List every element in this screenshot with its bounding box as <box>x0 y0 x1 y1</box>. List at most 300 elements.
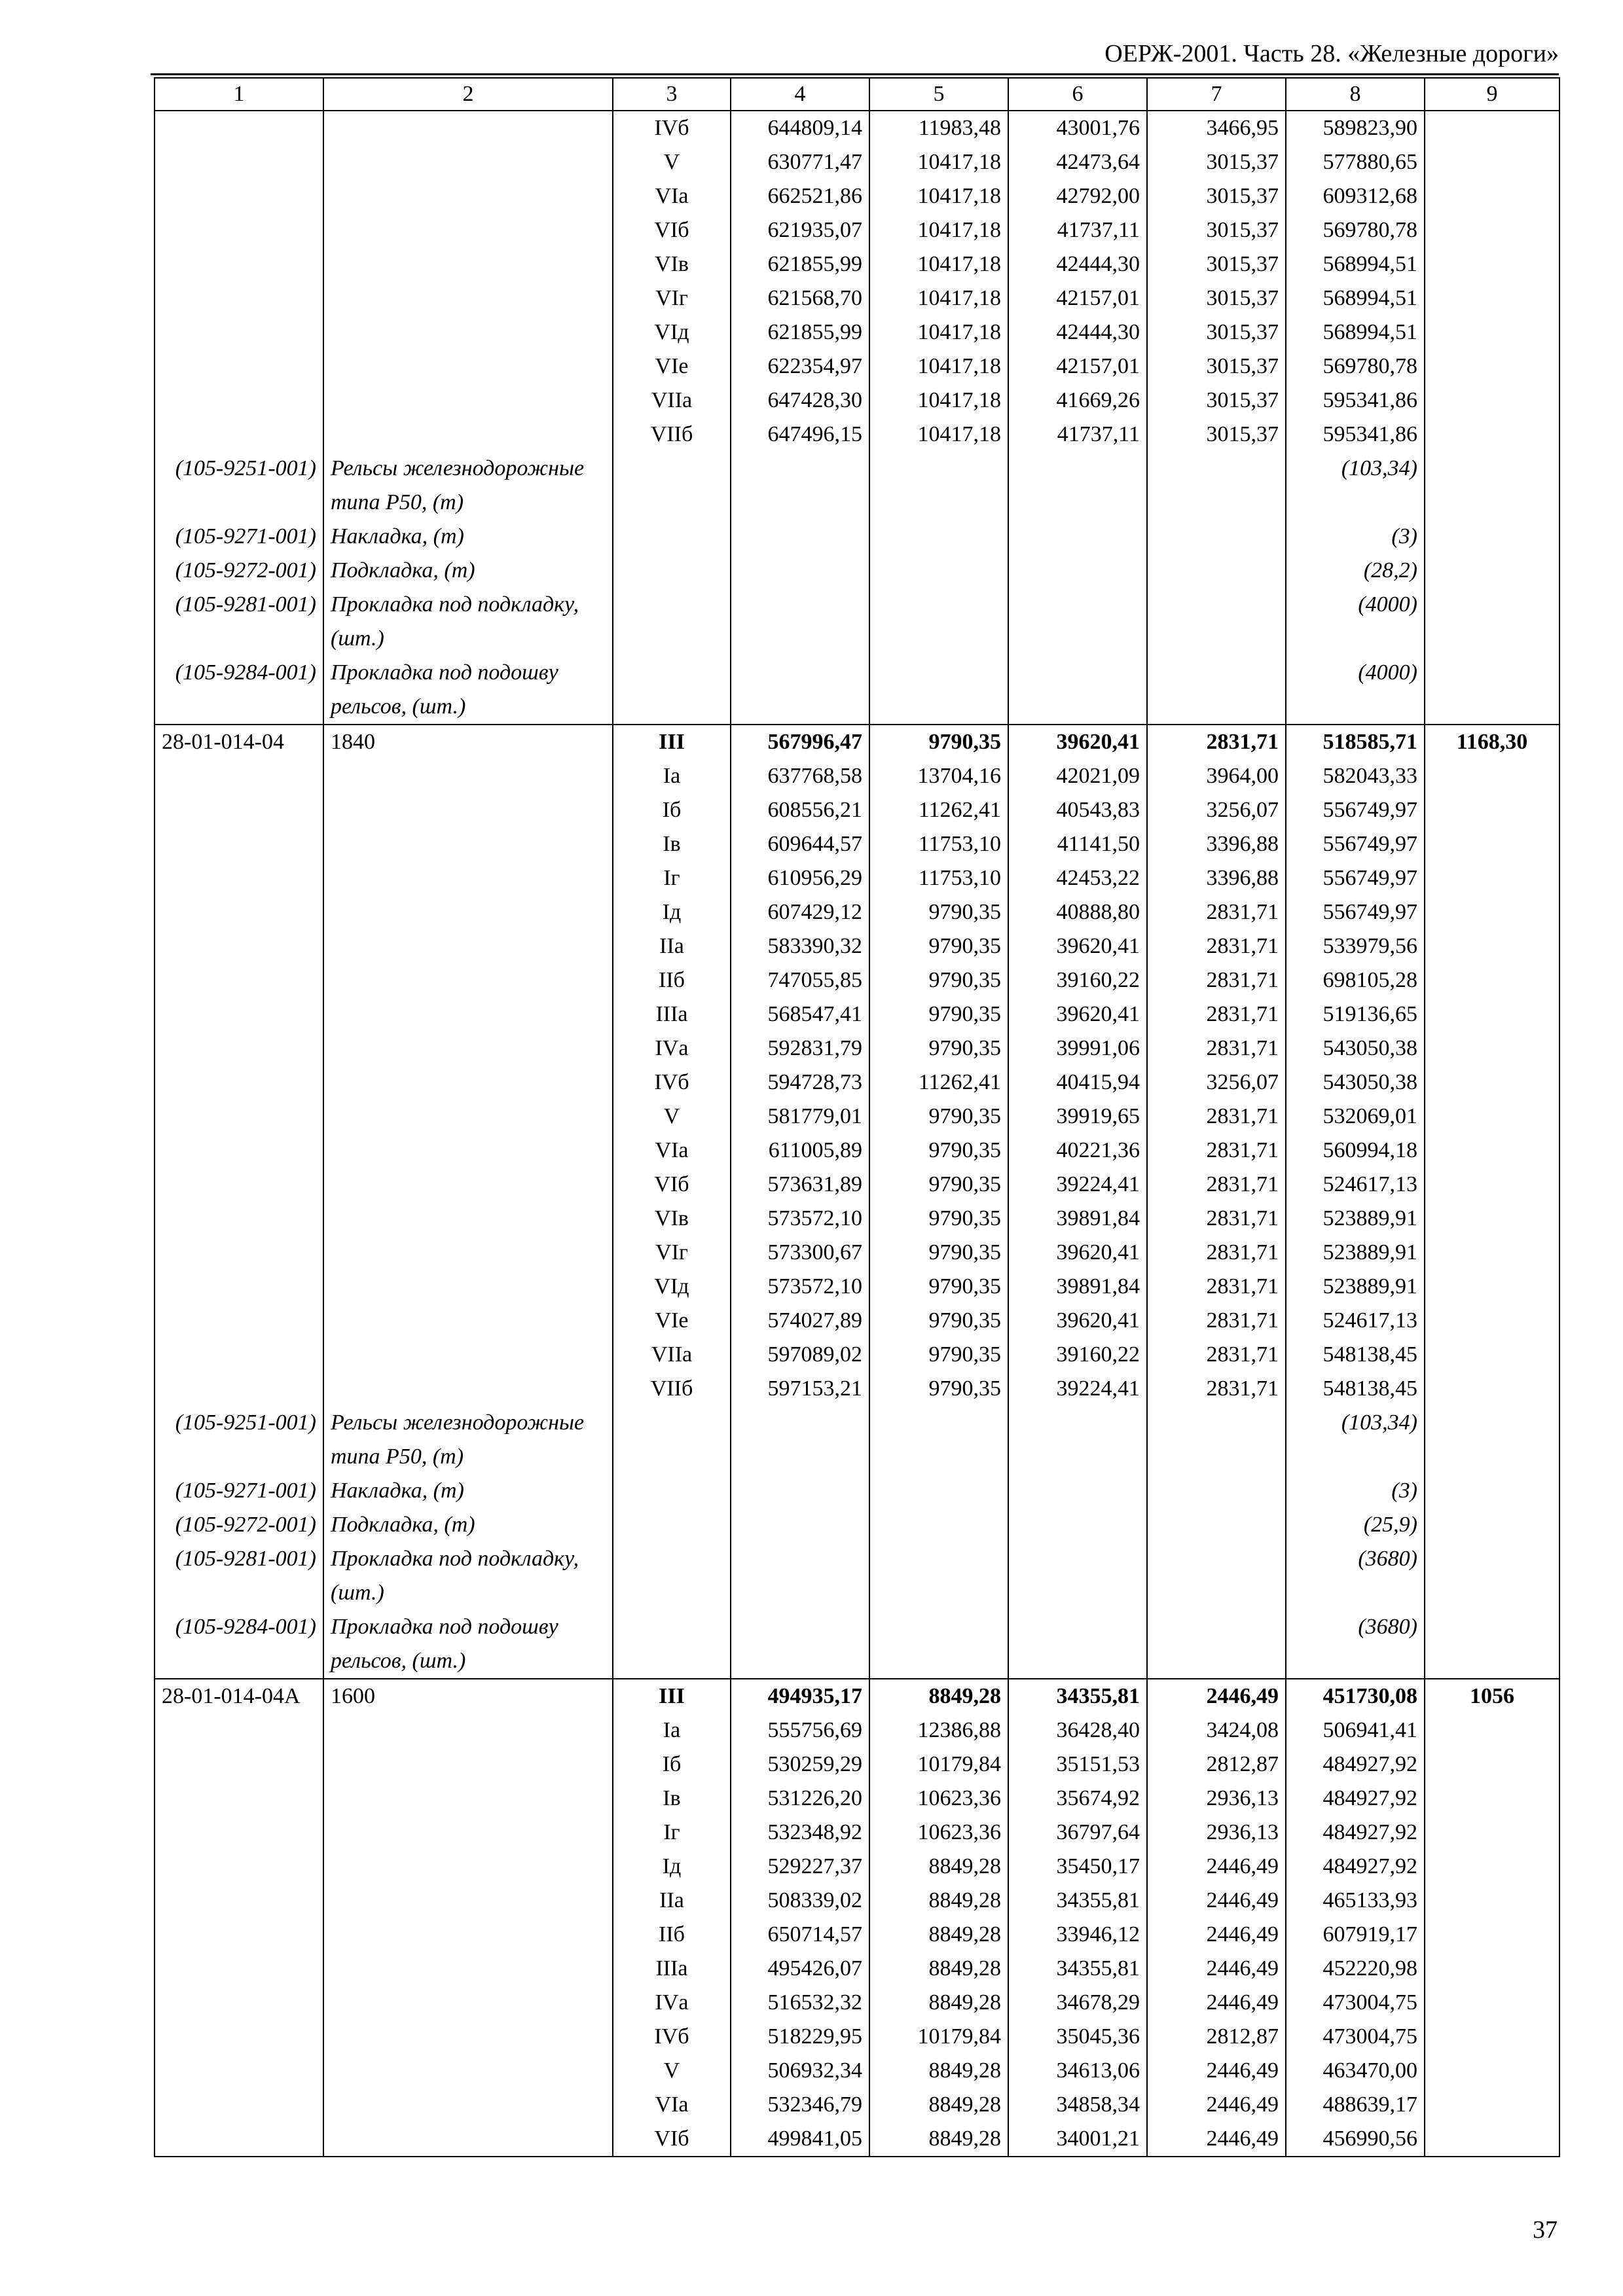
item-name <box>323 1202 613 1236</box>
value-cell: 583390,32 <box>731 929 869 963</box>
empty-cell <box>1147 1610 1286 1679</box>
resource-quantity: (3680) <box>1286 1610 1425 1679</box>
total-cell <box>1425 827 1559 861</box>
value-cell: 508339,02 <box>731 1884 869 1918</box>
zone-cell: VIIб <box>613 418 731 452</box>
resource-name: Подкладка, (т) <box>323 554 613 588</box>
resource-name: Прокладка под подошву рельсов, (шт.) <box>323 1610 613 1679</box>
value-cell: 2812,87 <box>1147 2020 1286 2054</box>
value-cell: 607429,12 <box>731 895 869 929</box>
item-code <box>155 1304 323 1338</box>
empty-cell <box>869 554 1008 588</box>
value-cell: 9790,35 <box>869 1372 1008 1406</box>
item-code <box>155 247 323 281</box>
total-cell <box>1425 793 1559 827</box>
zone-cell: IVа <box>613 1986 731 2020</box>
value-cell: 533979,56 <box>1286 929 1425 963</box>
value-cell: 2446,49 <box>1147 1679 1286 1713</box>
zone-cell: III <box>613 725 731 759</box>
zone-cell: IIа <box>613 929 731 963</box>
value-cell: 3424,08 <box>1147 1713 1286 1748</box>
value-cell: 556749,97 <box>1286 793 1425 827</box>
value-cell: 3015,37 <box>1147 384 1286 418</box>
zone-cell: V <box>613 145 731 179</box>
value-cell: 11262,41 <box>869 1066 1008 1100</box>
item-code <box>155 145 323 179</box>
table-body <box>155 111 1559 2157</box>
item-name <box>323 1952 613 1986</box>
zone-cell: Iв <box>613 827 731 861</box>
table-row <box>155 1679 1559 1713</box>
value-cell: 609312,68 <box>1286 179 1425 213</box>
zone-cell: IVб <box>613 111 731 145</box>
value-cell: 595341,86 <box>1286 384 1425 418</box>
page-number: 37 <box>1533 2216 1558 2244</box>
table-row <box>155 1748 1559 1782</box>
item-name <box>323 145 613 179</box>
value-cell: 42792,00 <box>1008 179 1147 213</box>
item-name <box>323 1168 613 1202</box>
resource-row <box>155 554 1559 588</box>
column-number: 9 <box>1425 78 1559 111</box>
zone-cell: IIIа <box>613 1952 731 1986</box>
value-cell: 556749,97 <box>1286 827 1425 861</box>
value-cell: 647496,15 <box>731 418 869 452</box>
value-cell: 40221,36 <box>1008 1134 1147 1168</box>
value-cell: 3015,37 <box>1147 418 1286 452</box>
empty-cell <box>613 1406 731 1474</box>
value-cell: 9790,35 <box>869 1031 1008 1066</box>
value-cell: 463470,00 <box>1286 2054 1425 2088</box>
value-cell: 9790,35 <box>869 725 1008 759</box>
item-name <box>323 1816 613 1850</box>
value-cell: 3015,37 <box>1147 315 1286 350</box>
value-cell: 595341,86 <box>1286 418 1425 452</box>
value-cell: 10417,18 <box>869 315 1008 350</box>
item-code <box>155 2088 323 2122</box>
total-cell: 1168,30 <box>1425 725 1559 759</box>
item-name <box>323 1134 613 1168</box>
value-cell: 568994,51 <box>1286 281 1425 315</box>
value-cell: 573300,67 <box>731 1236 869 1270</box>
item-code <box>155 111 323 145</box>
empty-cell <box>1008 520 1147 554</box>
value-cell: 569780,78 <box>1286 350 1425 384</box>
total-cell <box>1425 997 1559 1031</box>
value-cell: 3964,00 <box>1147 759 1286 793</box>
value-cell: 33946,12 <box>1008 1918 1147 1952</box>
value-cell: 9790,35 <box>869 895 1008 929</box>
table-row <box>155 1372 1559 1406</box>
total-cell <box>1425 1372 1559 1406</box>
table-row <box>155 247 1559 281</box>
empty-cell <box>731 520 869 554</box>
value-cell: 621855,99 <box>731 247 869 281</box>
value-cell: 523889,91 <box>1286 1236 1425 1270</box>
value-cell: 662521,86 <box>731 179 869 213</box>
zone-cell: V <box>613 1100 731 1134</box>
value-cell: 488639,17 <box>1286 2088 1425 2122</box>
item-name <box>323 384 613 418</box>
empty-cell <box>1008 1610 1147 1679</box>
table-row <box>155 1236 1559 1270</box>
value-cell: 644809,14 <box>731 111 869 145</box>
value-cell: 556749,97 <box>1286 861 1425 895</box>
empty-cell <box>613 1610 731 1679</box>
empty-cell <box>1147 452 1286 520</box>
total-cell <box>1425 1713 1559 1748</box>
zone-cell: VIа <box>613 179 731 213</box>
resource-name: Накладка, (т) <box>323 1474 613 1508</box>
zone-cell: Iб <box>613 1748 731 1782</box>
column-number: 4 <box>731 78 869 111</box>
item-name <box>323 1066 613 1100</box>
table-row <box>155 1986 1559 2020</box>
value-cell: 568994,51 <box>1286 247 1425 281</box>
empty-cell <box>1008 1406 1147 1474</box>
item-code <box>155 1236 323 1270</box>
value-cell: 484927,92 <box>1286 1816 1425 1850</box>
resource-code: (105-9272-001) <box>155 1508 323 1542</box>
total-cell <box>1425 929 1559 963</box>
empty-cell <box>869 1406 1008 1474</box>
item-name <box>323 1236 613 1270</box>
value-cell: 569780,78 <box>1286 213 1425 247</box>
value-cell: 35045,36 <box>1008 2020 1147 2054</box>
value-cell: 3396,88 <box>1147 861 1286 895</box>
resource-row <box>155 520 1559 554</box>
empty-cell <box>1147 1542 1286 1610</box>
value-cell: 597089,02 <box>731 1338 869 1372</box>
value-cell: 592831,79 <box>731 1031 869 1066</box>
value-cell: 2831,71 <box>1147 997 1286 1031</box>
resource-row <box>155 452 1559 520</box>
value-cell: 2831,71 <box>1147 1338 1286 1372</box>
item-code <box>155 384 323 418</box>
total-cell <box>1425 1304 1559 1338</box>
value-cell: 40888,80 <box>1008 895 1147 929</box>
value-cell: 34001,21 <box>1008 2122 1147 2157</box>
item-name <box>323 963 613 997</box>
value-cell: 465133,93 <box>1286 1884 1425 1918</box>
empty-cell <box>1147 1474 1286 1508</box>
table-row <box>155 1031 1559 1066</box>
resource-code: (105-9251-001) <box>155 452 323 520</box>
value-cell: 9790,35 <box>869 997 1008 1031</box>
zone-cell: IVа <box>613 1031 731 1066</box>
value-cell: 589823,90 <box>1286 111 1425 145</box>
item-name <box>323 1713 613 1748</box>
resource-code: (105-9272-001) <box>155 554 323 588</box>
item-code <box>155 1816 323 1850</box>
value-cell: 39620,41 <box>1008 725 1147 759</box>
value-cell: 747055,85 <box>731 963 869 997</box>
total-cell <box>1425 2122 1559 2157</box>
value-cell: 2831,71 <box>1147 895 1286 929</box>
zone-cell: V <box>613 2054 731 2088</box>
item-code <box>155 1748 323 1782</box>
value-cell: 10417,18 <box>869 281 1008 315</box>
value-cell: 10417,18 <box>869 350 1008 384</box>
value-cell: 3256,07 <box>1147 1066 1286 1100</box>
empty-cell <box>731 1542 869 1610</box>
value-cell: 10623,36 <box>869 1816 1008 1850</box>
item-code <box>155 997 323 1031</box>
resource-quantity: (4000) <box>1286 656 1425 725</box>
empty-cell <box>1147 554 1286 588</box>
value-cell: 543050,38 <box>1286 1066 1425 1100</box>
resource-row <box>155 588 1559 656</box>
table-row <box>155 861 1559 895</box>
empty-cell <box>1147 1406 1286 1474</box>
table-row <box>155 1952 1559 1986</box>
value-cell: 8849,28 <box>869 2088 1008 2122</box>
value-cell: 40415,94 <box>1008 1066 1147 1100</box>
item-code <box>155 1031 323 1066</box>
zone-cell: IIб <box>613 963 731 997</box>
empty-cell <box>613 588 731 656</box>
item-name <box>323 2054 613 2088</box>
value-cell: 560994,18 <box>1286 1134 1425 1168</box>
table-row <box>155 1884 1559 1918</box>
empty-cell <box>1425 588 1559 656</box>
value-cell: 484927,92 <box>1286 1850 1425 1884</box>
table-row <box>155 725 1559 759</box>
item-name <box>323 1918 613 1952</box>
value-cell: 451730,08 <box>1286 1679 1425 1713</box>
zone-cell: VIа <box>613 2088 731 2122</box>
zone-cell: IIб <box>613 1918 731 1952</box>
value-cell: 484927,92 <box>1286 1782 1425 1816</box>
zone-cell: VIв <box>613 1202 731 1236</box>
value-cell: 622354,97 <box>731 350 869 384</box>
empty-cell <box>613 1474 731 1508</box>
total-cell <box>1425 895 1559 929</box>
value-cell: 574027,89 <box>731 1304 869 1338</box>
empty-cell <box>1425 520 1559 554</box>
item-code <box>155 895 323 929</box>
item-code <box>155 1952 323 1986</box>
table-row <box>155 963 1559 997</box>
empty-cell <box>869 656 1008 725</box>
total-cell <box>1425 1134 1559 1168</box>
value-cell: 523889,91 <box>1286 1202 1425 1236</box>
value-cell: 40543,83 <box>1008 793 1147 827</box>
value-cell: 2831,71 <box>1147 725 1286 759</box>
empty-cell <box>1425 452 1559 520</box>
total-cell <box>1425 1236 1559 1270</box>
value-cell: 39991,06 <box>1008 1031 1147 1066</box>
value-cell: 556749,97 <box>1286 895 1425 929</box>
item-name <box>323 213 613 247</box>
value-cell: 531226,20 <box>731 1782 869 1816</box>
resource-quantity: (25,9) <box>1286 1508 1425 1542</box>
total-cell <box>1425 1031 1559 1066</box>
empty-cell <box>1425 656 1559 725</box>
value-cell: 499841,05 <box>731 2122 869 2157</box>
value-cell: 2446,49 <box>1147 1850 1286 1884</box>
value-cell: 473004,75 <box>1286 2020 1425 2054</box>
value-cell: 581779,01 <box>731 1100 869 1134</box>
value-cell: 10179,84 <box>869 2020 1008 2054</box>
item-code <box>155 418 323 452</box>
total-cell <box>1425 1918 1559 1952</box>
empty-cell <box>869 452 1008 520</box>
value-cell: 2831,71 <box>1147 1134 1286 1168</box>
value-cell: 3466,95 <box>1147 111 1286 145</box>
value-cell: 8849,28 <box>869 1986 1008 2020</box>
empty-cell <box>1008 452 1147 520</box>
resource-code: (105-9284-001) <box>155 1610 323 1679</box>
empty-cell <box>613 1542 731 1610</box>
resource-quantity: (3680) <box>1286 1542 1425 1610</box>
table-row <box>155 281 1559 315</box>
item-code <box>155 759 323 793</box>
zone-cell: VIд <box>613 315 731 350</box>
value-cell: 484927,92 <box>1286 1748 1425 1782</box>
value-cell: 568547,41 <box>731 997 869 1031</box>
value-cell: 42444,30 <box>1008 315 1147 350</box>
table-row <box>155 1338 1559 1372</box>
resource-code: (105-9281-001) <box>155 588 323 656</box>
value-cell: 9790,35 <box>869 1236 1008 1270</box>
total-cell <box>1425 759 1559 793</box>
table-row <box>155 1713 1559 1748</box>
empty-cell <box>613 656 731 725</box>
value-cell: 548138,45 <box>1286 1338 1425 1372</box>
value-cell: 2446,49 <box>1147 1952 1286 1986</box>
value-cell: 650714,57 <box>731 1918 869 1952</box>
running-header: ОЕРЖ-2001. Часть 28. «Железные дороги» <box>1104 40 1559 67</box>
item-name <box>323 111 613 145</box>
total-cell <box>1425 1952 1559 1986</box>
table-row <box>155 1168 1559 1202</box>
item-code <box>155 1918 323 1952</box>
value-cell: 36797,64 <box>1008 1816 1147 1850</box>
item-name <box>323 2088 613 2122</box>
value-cell: 39160,22 <box>1008 963 1147 997</box>
value-cell: 2831,71 <box>1147 1031 1286 1066</box>
column-number: 5 <box>869 78 1008 111</box>
empty-cell <box>1147 656 1286 725</box>
column-number-row <box>155 78 1559 111</box>
value-cell: 2831,71 <box>1147 1168 1286 1202</box>
value-cell: 9790,35 <box>869 963 1008 997</box>
table-row <box>155 1066 1559 1100</box>
price-table <box>154 77 1560 2157</box>
total-cell <box>1425 1884 1559 1918</box>
value-cell: 573572,10 <box>731 1270 869 1304</box>
resource-quantity: (103,34) <box>1286 1406 1425 1474</box>
value-cell: 530259,29 <box>731 1748 869 1782</box>
value-cell: 11983,48 <box>869 111 1008 145</box>
value-cell: 39620,41 <box>1008 1236 1147 1270</box>
value-cell: 41737,11 <box>1008 213 1147 247</box>
zone-cell: Iд <box>613 895 731 929</box>
total-cell <box>1425 2020 1559 2054</box>
item-name <box>323 929 613 963</box>
value-cell: 582043,33 <box>1286 759 1425 793</box>
zone-cell: Iа <box>613 1713 731 1748</box>
zone-cell: Iг <box>613 861 731 895</box>
value-cell: 9790,35 <box>869 1202 1008 1236</box>
empty-cell <box>613 520 731 554</box>
table-row <box>155 1304 1559 1338</box>
value-cell: 34858,34 <box>1008 2088 1147 2122</box>
total-cell <box>1425 315 1559 350</box>
total-cell <box>1425 963 1559 997</box>
total-cell <box>1425 350 1559 384</box>
resource-quantity: (3) <box>1286 1474 1425 1508</box>
table-row <box>155 793 1559 827</box>
item-name <box>323 1748 613 1782</box>
resource-row <box>155 1406 1559 1474</box>
value-cell: 8849,28 <box>869 2122 1008 2157</box>
table-row <box>155 929 1559 963</box>
value-cell: 621935,07 <box>731 213 869 247</box>
value-cell: 8849,28 <box>869 1884 1008 1918</box>
column-number: 7 <box>1147 78 1286 111</box>
value-cell: 2446,49 <box>1147 1986 1286 2020</box>
item-code <box>155 1372 323 1406</box>
value-cell: 518585,71 <box>1286 725 1425 759</box>
empty-cell <box>1425 1610 1559 1679</box>
zone-cell: VIа <box>613 1134 731 1168</box>
table-row <box>155 1850 1559 1884</box>
table-row <box>155 2054 1559 2088</box>
value-cell: 516532,32 <box>731 1986 869 2020</box>
value-cell: 10417,18 <box>869 418 1008 452</box>
value-cell: 3015,37 <box>1147 281 1286 315</box>
item-name <box>323 1304 613 1338</box>
total-cell <box>1425 281 1559 315</box>
value-cell: 39620,41 <box>1008 1304 1147 1338</box>
item-name <box>323 861 613 895</box>
resource-code: (105-9271-001) <box>155 520 323 554</box>
zone-cell: VIг <box>613 281 731 315</box>
total-cell <box>1425 1748 1559 1782</box>
value-cell: 42157,01 <box>1008 281 1147 315</box>
item-code <box>155 827 323 861</box>
table-row <box>155 997 1559 1031</box>
total-cell <box>1425 1168 1559 1202</box>
value-cell: 524617,13 <box>1286 1304 1425 1338</box>
item-code <box>155 2054 323 2088</box>
item-code <box>155 1850 323 1884</box>
empty-cell <box>1008 656 1147 725</box>
value-cell: 519136,65 <box>1286 997 1425 1031</box>
value-cell: 2446,49 <box>1147 1884 1286 1918</box>
empty-cell <box>613 452 731 520</box>
column-number: 1 <box>155 78 323 111</box>
item-name <box>323 179 613 213</box>
value-cell: 506941,41 <box>1286 1713 1425 1748</box>
value-cell: 10417,18 <box>869 213 1008 247</box>
value-cell: 597153,21 <box>731 1372 869 1406</box>
zone-cell: VIIб <box>613 1372 731 1406</box>
item-name <box>323 2020 613 2054</box>
value-cell: 611005,89 <box>731 1134 869 1168</box>
empty-cell <box>1147 520 1286 554</box>
column-number: 3 <box>613 78 731 111</box>
zone-cell: VIв <box>613 247 731 281</box>
value-cell: 3015,37 <box>1147 145 1286 179</box>
table-row <box>155 1918 1559 1952</box>
empty-cell <box>731 656 869 725</box>
zone-cell: Iа <box>613 759 731 793</box>
value-cell: 2446,49 <box>1147 1918 1286 1952</box>
zone-cell: IIа <box>613 1884 731 1918</box>
